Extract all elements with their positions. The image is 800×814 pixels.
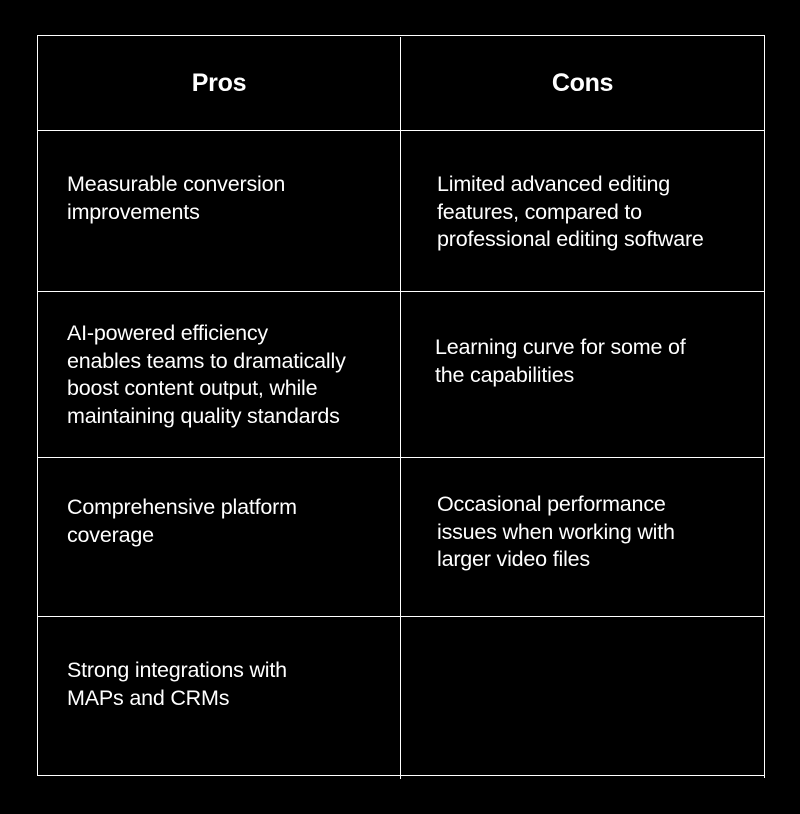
pro-cell-3: Comprehensive platform coverage <box>67 495 297 547</box>
header-pros: Pros <box>191 68 247 97</box>
table-divider-row-1 <box>37 291 765 292</box>
header-cons: Cons <box>551 68 614 97</box>
pro-cell-2: AI-powered efficiency enables teams to dramatically boost content output, while maintaining quality standards <box>67 321 346 428</box>
table-divider-row-3 <box>37 616 765 617</box>
table-divider-row-2 <box>37 457 765 458</box>
pro-cell-4: Strong integrations with MAPs and CRMs <box>67 658 287 710</box>
table-border-right <box>764 35 765 778</box>
table-divider-column <box>400 37 401 779</box>
con-cell-2: Learning curve for some of the capabilities <box>435 335 686 387</box>
pro-cell-1: Measurable conversion improvements <box>67 172 286 224</box>
table-border-bottom <box>37 775 765 776</box>
con-cell-3: Occasional performance issues when working with larger video files <box>437 492 675 571</box>
table-border-left <box>37 35 38 776</box>
con-cell-1: Limited advanced editing features, compared to professional editing software <box>437 172 704 251</box>
table-divider-header <box>37 130 765 131</box>
